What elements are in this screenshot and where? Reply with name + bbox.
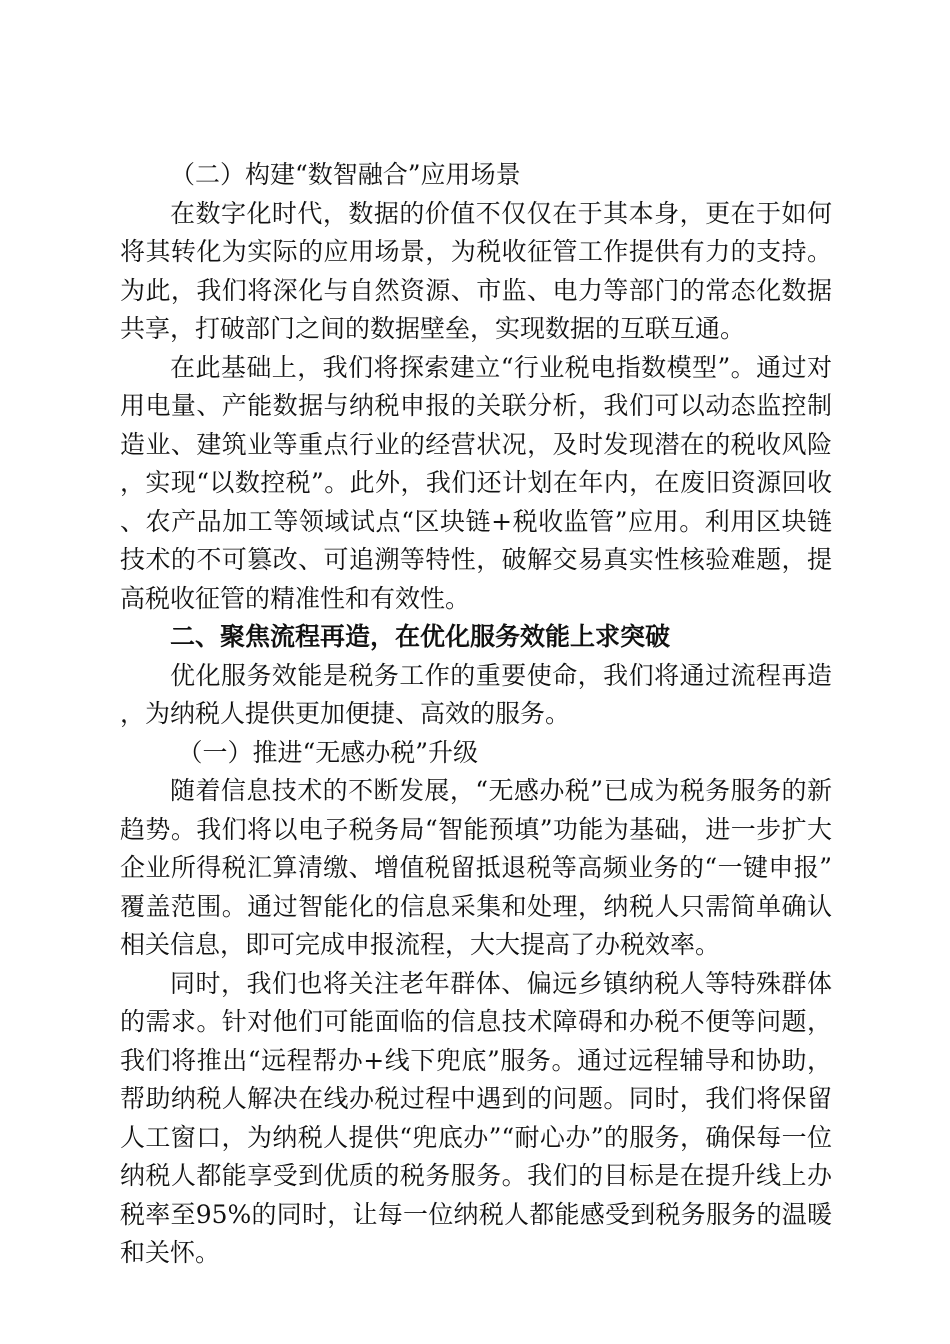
section-heading-process-reengineering: 二、聚焦流程再造，在优化服务效能上求突破 — [170, 622, 671, 651]
subsection-heading-build-scenarios: （二）构建“数智融合”应用场景 — [170, 160, 521, 189]
paragraph-service-efficiency: 优化服务效能是税务工作的重要使命，我们将通过流程再造，为纳税人提供更加便捷、高效的服务。 — [120, 660, 832, 728]
paragraph-special-groups: 同时，我们也将关注老年群体、偏远乡镇纳税人等特殊群体的需求。针对他们可能面临的信息技术障碍和办税不便等问题，我们将推出“远程帮办+线下兜底”服务。通过远程辅导和协助，帮助纳税人解决在线办税过程中遇到的问题。同时，我们将保留人工窗口，为纳税人提供“兜底办”“耐心办”的服务，确保每一位纳税人都能享受到优质的税务服务。我们的目标是在提升线上办税率至95%的同时，让每一位纳税人都能感受到税务服务的温暖和关怀。 — [120, 968, 832, 1267]
subsection-heading-seamless-tax: （一）推进“无感办税”升级 — [177, 737, 479, 767]
paragraph-tax-power-index: 在此基础上，我们将探索建立“行业税电指数模型”。通过对用电量、产能数据与纳税申报的关联分析，我们可以动态监控制造业、建筑业等重点行业的经营状况，及时发现潜在的税收风险，实现“以数控税”。此外，我们还计划在年内，在废旧资源回收、农产品加工等领域试点“区块链+税收监管”应用。利用区块链技术的不可篡改、可追溯等特性，破解交易真实性核验难题，提高税收征管的精准性和有效性。 — [120, 352, 832, 613]
document-body — [120, 156, 832, 1273]
paragraph-data-sharing: 在数字化时代，数据的价值不仅仅在于其本身，更在于如何将其转化为实际的应用场景，为税收征管工作提供有力的支持。为此，我们将深化与自然资源、市监、电力等部门的常态化数据共享，打破部门之间的数据壁垒，实现数据的互联互通。 — [120, 198, 832, 343]
paragraph-one-click-filing: 随着信息技术的不断发展，“无感办税”已成为税务服务的新趋势。我们将以电子税务局“智能预填”功能为基础，进一步扩大企业所得税汇算清缴、增值税留抵退税等高频业务的“一键申报”覆盖范围。通过智能化的信息采集和处理，纳税人只需简单确认相关信息，即可完成申报流程，大大提高了办税效率。 — [120, 776, 832, 959]
